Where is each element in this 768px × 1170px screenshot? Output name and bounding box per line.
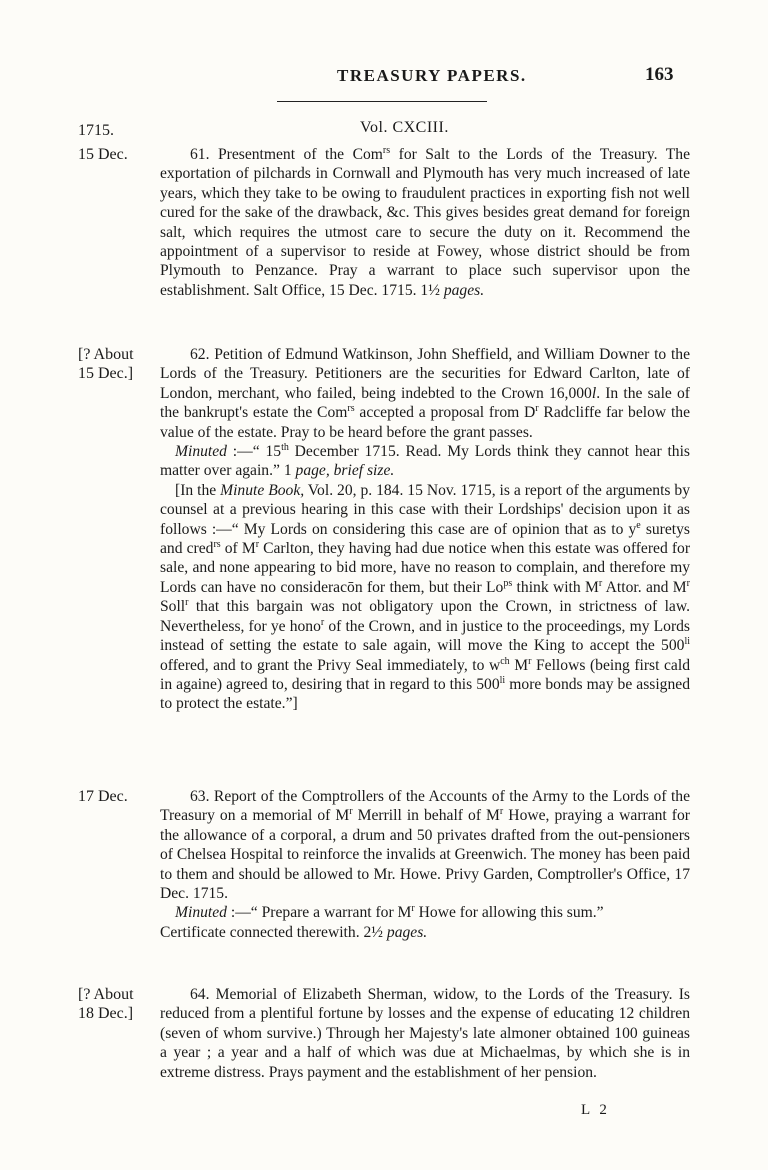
margin-date-61: 15 Dec. <box>78 146 128 163</box>
running-title: TREASURY PAPERS. <box>337 66 527 85</box>
entry-63-text: 63. Report of the Comptrollers of the Accounts of the Army to the Lords of the Treasury on a memorial of $M^r$ Merrill in behalf of $M^r$ Howe, praying a warrant for the allowance of a corporal, a drum and 50 privates drafted from the out-pensioners of Chelsea Hospital to reinforce the invalids at Greenwich. The money has been paid to them and should be allowed to Mr. Howe. Privy Garden, Comptroller's Office, 17 Dec. 1715. <box>160 788 690 903</box>
entry-63-certificate: Certificate connected therewith. 2½ pages. <box>160 923 428 941</box>
header-rule <box>277 101 487 102</box>
entry-63-minute: Minuted :—“ Prepare a warrant for $M^r$ Howe for allowing this sum.” <box>175 903 604 922</box>
page-number: 163 <box>645 64 674 85</box>
entry-61-text: 61. Presentment of the Com$^{rs}$ for Salt to the Lords of the Treasury. The exportation of pilchards in Cornwall and Plymouth has very much increased of late years, which they take to be owing to fraudulent practices in exporting fish not well cured for the sake of the drawback, &c. This gives besides great demand for foreign salt, which requires the utmost care to secure the duty on it. Recommend the appointment of a supervisor to reside at Fowey, whose district should be from Plymouth to Penzance. Pray a warrant to place such supervisor upon the establishment. Salt Office, 15 Dec. 1715. 1½ pages. <box>160 144 691 299</box>
entry-61 <box>160 145 690 300</box>
margin-date-64: [? About 18 Dec.] <box>78 986 134 1022</box>
entry-62-note: [In the Minute Book, Vol. 20, p. 184. 15 Nov. 1715, is a report of the arguments by counsel at a previous hearing in this case with their Lordships' decision upon it as follows :—“ My Lords on considering this case are of opinion that as to $y^e$ suretys and cred$^{rs}$ of $M^r$ Carlton, they having had due notice when this estate was offered for sale, and none appearing to bid more, have no reason to complain, and therefore my Lords can have no consideracōn for them, but their $Lo^{ps}$ think with $M^r$ Attor. and $M^r$ Soll$^r$ that this bargain was not obligatory upon the Crown, in strictness of law. Nevertheless, for ye hono$^r$ of the Crown, and in justice to the proceedings, my Lords instead of setting the estate to sale again, will move the King to accept the $500^{li}$ offered, and to grant the Privy Seal immediately, to $w^{ch}$ $M^r$ Fellows (being first cald in againe) agreed to, desiring that in regard to this $500^{li}$ more bonds may be assigned to protect the estate.”] <box>160 481 691 713</box>
signature-mark: L 2 <box>581 1102 610 1118</box>
volume-heading: Vol. CXCIII. <box>360 119 449 136</box>
entry-64-text: 64. Memorial of Elizabeth Sherman, widow, to the Lords of the Treasury. Is reduced from a plentiful fortune by losses and the expense of educating 12 children (seven of whom survive.) Through her Majesty's late almoner obtained 100 guineas a year ; a year and a half of which was due at Michaelmas, by which she is in extreme distress. Prays payment and the establishment of her pension. <box>160 986 690 1081</box>
entry-62-text: 62. Petition of Edmund Watkinson, John Sheffield, and William Downer to the Lords of the Treasury. Petitioners are the securities for Edward Carlton, late of London, merchant, who failed, being indebted to the Crown 16,000l. In the sale of the bankrupt's estate the Com$^{rs}$ accepted a proposal from $D^r$ Radcliffe far below the value of the estate. Pray to be heard before the grant passes. <box>160 346 690 441</box>
margin-date-63: 17 Dec. <box>78 788 128 805</box>
margin-date-62: [? About 15 Dec.] <box>78 346 134 382</box>
entry-63 <box>160 787 690 942</box>
margin-year: 1715. <box>78 122 114 139</box>
entry-62 <box>160 345 690 714</box>
entry-64 <box>160 985 690 1082</box>
running-head <box>0 62 768 92</box>
entry-62-minute: Minuted :—“ 15th December 1715. Read. My Lords think they cannot hear this matter over again.” 1 page, brief size. <box>160 441 690 480</box>
